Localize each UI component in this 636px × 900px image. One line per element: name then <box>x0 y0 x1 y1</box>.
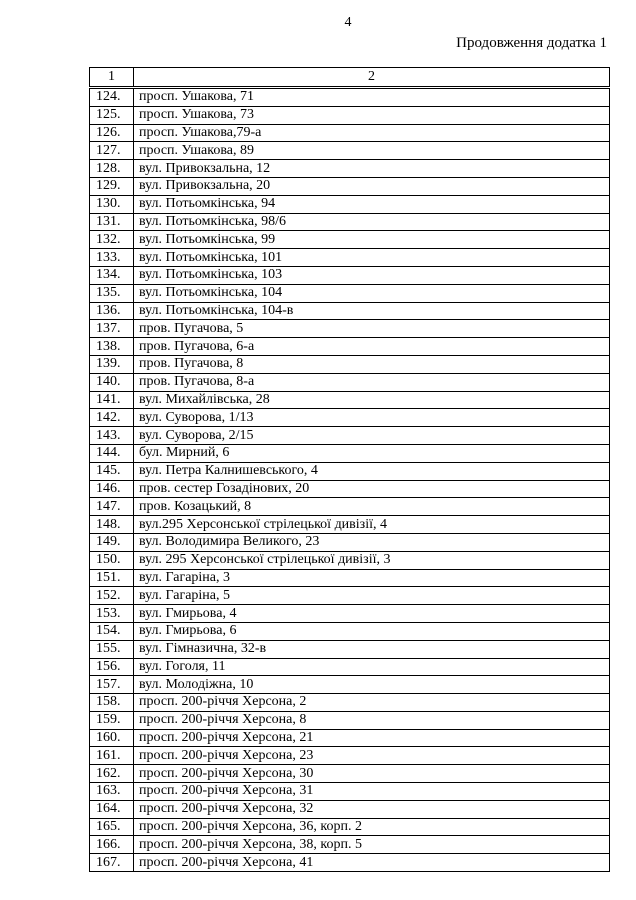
table-row <box>90 284 610 302</box>
table-row <box>90 551 610 569</box>
page-number: 4 <box>344 15 352 30</box>
table-row <box>90 800 610 818</box>
table-row <box>90 302 610 320</box>
table-row <box>90 373 610 391</box>
row-address: просп. 200-річчя Херсона, 21 <box>134 729 610 747</box>
row-address: пров. Козацький, 8 <box>134 498 610 516</box>
row-number: 146. <box>90 480 134 498</box>
table-row <box>90 320 610 338</box>
address-table <box>89 67 610 872</box>
row-number: 136. <box>90 302 134 320</box>
appendix-title: Продовження додатка 1 <box>456 35 607 51</box>
row-address: вул. Потьомкінська, 103 <box>134 266 610 284</box>
table-row <box>90 622 610 640</box>
row-address: вул. Гімназична, 32-в <box>134 640 610 658</box>
row-address: просп. 200-річчя Херсона, 38, корп. 5 <box>134 836 610 854</box>
row-number: 163. <box>90 783 134 801</box>
row-address: просп. Ушакова, 73 <box>134 106 610 124</box>
table-row <box>90 747 610 765</box>
table-row <box>90 355 610 373</box>
row-number: 152. <box>90 587 134 605</box>
table-row <box>90 231 610 249</box>
row-number: 134. <box>90 266 134 284</box>
table-row <box>90 533 610 551</box>
table-row <box>90 195 610 213</box>
row-address: вул.295 Херсонської стрілецької дивізії, 4 <box>134 516 610 534</box>
table-row <box>90 783 610 801</box>
row-address: вул. Привокзальна, 12 <box>134 160 610 178</box>
row-number: 158. <box>90 694 134 712</box>
table-row <box>90 106 610 124</box>
row-number: 130. <box>90 195 134 213</box>
row-address: вул. Суворова, 2/15 <box>134 427 610 445</box>
table-header <box>90 68 610 88</box>
row-address: просп. 200-річчя Херсона, 30 <box>134 765 610 783</box>
table-row <box>90 88 610 107</box>
row-number: 138. <box>90 338 134 356</box>
table-body <box>90 88 610 872</box>
row-address: вул. 295 Херсонської стрілецької дивізії, 3 <box>134 551 610 569</box>
table-row <box>90 160 610 178</box>
row-number: 161. <box>90 747 134 765</box>
table-row <box>90 427 610 445</box>
row-address: пров. Пугачова, 6-а <box>134 338 610 356</box>
row-number: 166. <box>90 836 134 854</box>
row-address: вул. Потьомкінська, 99 <box>134 231 610 249</box>
row-number: 141. <box>90 391 134 409</box>
table-row <box>90 444 610 462</box>
table-row <box>90 836 610 854</box>
row-address: просп. 200-річчя Херсона, 31 <box>134 783 610 801</box>
row-address: вул. Гмирьова, 4 <box>134 605 610 623</box>
row-number: 151. <box>90 569 134 587</box>
row-number: 150. <box>90 551 134 569</box>
row-number: 124. <box>90 88 134 107</box>
row-address: просп. 200-річчя Херсона, 41 <box>134 854 610 872</box>
row-address: пров. Пугачова, 5 <box>134 320 610 338</box>
table-row <box>90 818 610 836</box>
row-number: 137. <box>90 320 134 338</box>
table-row <box>90 676 610 694</box>
row-address: вул. Потьомкінська, 101 <box>134 249 610 267</box>
row-number: 165. <box>90 818 134 836</box>
row-number: 127. <box>90 142 134 160</box>
header-row <box>90 68 610 88</box>
header-cell-address: 2 <box>134 68 610 88</box>
row-number: 128. <box>90 160 134 178</box>
row-number: 147. <box>90 498 134 516</box>
row-number: 126. <box>90 124 134 142</box>
table-row <box>90 391 610 409</box>
table-row <box>90 266 610 284</box>
row-number: 125. <box>90 106 134 124</box>
table-row <box>90 569 610 587</box>
table-row <box>90 498 610 516</box>
row-address: вул. Гмирьова, 6 <box>134 622 610 640</box>
row-number: 145. <box>90 462 134 480</box>
table-row <box>90 605 610 623</box>
row-number: 143. <box>90 427 134 445</box>
table-row <box>90 694 610 712</box>
row-address: бул. Мирний, 6 <box>134 444 610 462</box>
row-number: 153. <box>90 605 134 623</box>
row-address: вул. Молодіжна, 10 <box>134 676 610 694</box>
table-row <box>90 516 610 534</box>
row-number: 144. <box>90 444 134 462</box>
table-row <box>90 213 610 231</box>
table-row <box>90 338 610 356</box>
row-number: 129. <box>90 177 134 195</box>
row-number: 160. <box>90 729 134 747</box>
table-row <box>90 480 610 498</box>
row-address: вул. Потьомкінська, 98/6 <box>134 213 610 231</box>
row-address: просп. Ушакова,79-а <box>134 124 610 142</box>
row-address: просп. 200-річчя Херсона, 36, корп. 2 <box>134 818 610 836</box>
row-address: просп. 200-річчя Херсона, 2 <box>134 694 610 712</box>
row-address: вул. Володимира Великого, 23 <box>134 533 610 551</box>
row-address: пров. Пугачова, 8-а <box>134 373 610 391</box>
row-address: вул. Потьомкінська, 104-в <box>134 302 610 320</box>
row-number: 159. <box>90 711 134 729</box>
table-row <box>90 729 610 747</box>
table-row <box>90 249 610 267</box>
row-address: вул. Михайлівська, 28 <box>134 391 610 409</box>
table-row <box>90 409 610 427</box>
table-row <box>90 142 610 160</box>
table-row <box>90 124 610 142</box>
table-row <box>90 177 610 195</box>
row-address: вул. Гагаріна, 5 <box>134 587 610 605</box>
row-address: просп. Ушакова, 89 <box>134 142 610 160</box>
row-address: вул. Потьомкінська, 104 <box>134 284 610 302</box>
row-address: пров. Пугачова, 8 <box>134 355 610 373</box>
row-number: 133. <box>90 249 134 267</box>
row-address: вул. Привокзальна, 20 <box>134 177 610 195</box>
row-number: 131. <box>90 213 134 231</box>
table-row <box>90 587 610 605</box>
row-number: 164. <box>90 800 134 818</box>
row-number: 162. <box>90 765 134 783</box>
table-row <box>90 854 610 872</box>
row-number: 139. <box>90 355 134 373</box>
table-row <box>90 658 610 676</box>
row-address: пров. сестер Гозадінових, 20 <box>134 480 610 498</box>
row-number: 167. <box>90 854 134 872</box>
table-row <box>90 462 610 480</box>
row-address: просп. 200-річчя Херсона, 23 <box>134 747 610 765</box>
row-number: 155. <box>90 640 134 658</box>
row-number: 157. <box>90 676 134 694</box>
row-address: просп. 200-річчя Херсона, 32 <box>134 800 610 818</box>
row-number: 156. <box>90 658 134 676</box>
table-row <box>90 711 610 729</box>
row-address: вул. Петра Калнишевського, 4 <box>134 462 610 480</box>
row-address: просп. 200-річчя Херсона, 8 <box>134 711 610 729</box>
row-address: вул. Суворова, 1/13 <box>134 409 610 427</box>
header-cell-number: 1 <box>90 68 134 88</box>
row-number: 140. <box>90 373 134 391</box>
row-number: 148. <box>90 516 134 534</box>
row-number: 135. <box>90 284 134 302</box>
row-address: вул. Потьомкінська, 94 <box>134 195 610 213</box>
table-row <box>90 765 610 783</box>
row-address: просп. Ушакова, 71 <box>134 88 610 107</box>
row-address: вул. Гагаріна, 3 <box>134 569 610 587</box>
row-address: вул. Гоголя, 11 <box>134 658 610 676</box>
row-number: 149. <box>90 533 134 551</box>
row-number: 132. <box>90 231 134 249</box>
table-row <box>90 640 610 658</box>
row-number: 142. <box>90 409 134 427</box>
row-number: 154. <box>90 622 134 640</box>
